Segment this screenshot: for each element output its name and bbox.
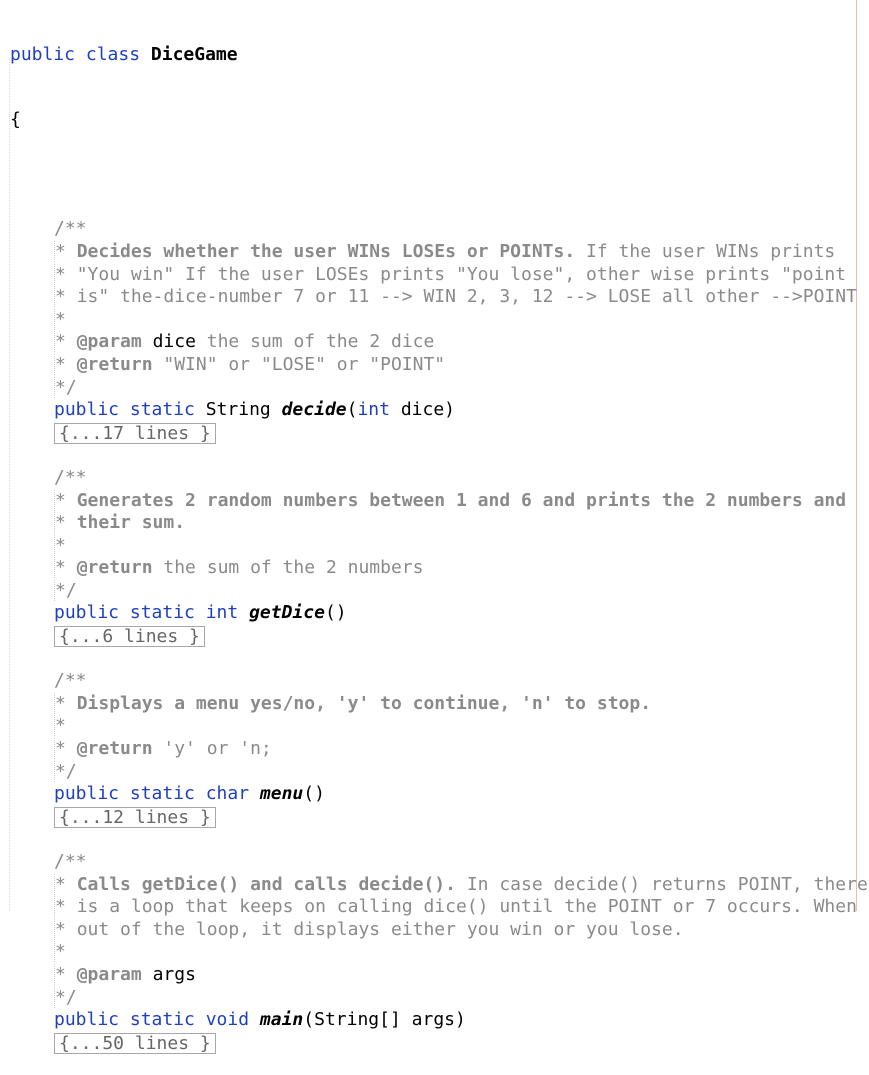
javadoc-line	[10, 874, 868, 897]
javadoc-param-name: args	[152, 963, 196, 985]
javadoc-line	[10, 693, 868, 716]
javadoc-summary: their sum.	[76, 512, 186, 534]
folded-body	[10, 422, 868, 445]
javadoc-tag: @param	[76, 331, 142, 353]
javadoc-line	[10, 354, 868, 377]
method-signature	[10, 1009, 868, 1032]
javadoc-close	[10, 580, 868, 603]
blank-line	[10, 196, 868, 219]
blank-line	[10, 444, 868, 467]
javadoc-close	[10, 377, 868, 400]
method-return-type	[249, 1009, 260, 1030]
javadoc-line	[10, 535, 868, 558]
javadoc-line	[10, 512, 868, 535]
javadoc-line	[10, 490, 868, 513]
javadoc-open-token: /**	[54, 851, 87, 872]
javadoc-line-content	[54, 896, 857, 917]
fold-toggle-button[interactable]: {...12 lines }	[54, 807, 216, 828]
javadoc-line-content	[54, 557, 423, 578]
method-params: (String[] args)	[303, 1009, 466, 1031]
param-type: int	[357, 399, 390, 421]
fold-toggle-button[interactable]: {...6 lines }	[54, 626, 205, 647]
javadoc-text: If the user WINs prints	[575, 240, 836, 262]
folded-body	[10, 625, 868, 648]
javadoc-line	[10, 286, 868, 309]
method-return-type	[249, 783, 260, 804]
javadoc-line	[10, 738, 868, 761]
fold-toggle-button[interactable]: {...17 lines }	[54, 423, 216, 444]
javadoc-line-content	[54, 874, 868, 895]
method-list	[10, 173, 868, 1054]
javadoc-close-content	[54, 580, 77, 601]
javadoc-star: *	[55, 918, 77, 940]
javadoc-line-content	[54, 490, 846, 511]
javadoc-line	[10, 264, 868, 287]
javadoc-star: *	[55, 715, 66, 737]
javadoc-open	[10, 670, 868, 693]
javadoc-star: *	[55, 308, 66, 330]
method-params: (	[346, 399, 358, 421]
method-name[interactable]: menu	[259, 783, 304, 805]
javadoc-star: *	[55, 353, 77, 375]
javadoc-line-content	[54, 941, 66, 962]
blank-line	[10, 173, 868, 196]
javadoc-tag: @return	[76, 557, 153, 579]
javadoc-line	[10, 896, 868, 919]
method-name[interactable]: decide	[281, 399, 347, 421]
javadoc-text: the sum of the 2 numbers	[152, 557, 424, 579]
javadoc-line-content	[54, 738, 272, 759]
javadoc-text: out of the loop, it displays either you win or you lose.	[76, 918, 684, 940]
javadoc-summary: Displays a menu yes/no, 'y' to continue, 'n' to stop.	[76, 692, 652, 714]
javadoc-line	[10, 919, 868, 942]
method-modifiers: public static	[54, 399, 195, 421]
method-signature	[10, 399, 868, 422]
javadoc-text: In case decide() returns POINT, there	[455, 873, 868, 895]
javadoc-line-content	[54, 715, 66, 736]
javadoc-line-content	[54, 919, 684, 940]
javadoc-star: *	[55, 534, 66, 556]
fold-toggle-button[interactable]: {...50 lines }	[54, 1033, 216, 1054]
javadoc-line	[10, 331, 868, 354]
javadoc-open-token: /**	[54, 218, 87, 240]
javadoc-open-token: /**	[54, 466, 87, 488]
javadoc-star: *	[55, 512, 77, 534]
javadoc-star: *	[55, 963, 77, 985]
class-declaration	[10, 44, 868, 67]
method-return-type: String	[194, 399, 282, 421]
javadoc-line-content	[54, 354, 445, 375]
method-params: ()	[324, 602, 347, 624]
class-modifiers: public class	[10, 44, 141, 65]
folded-body	[10, 1032, 868, 1055]
javadoc-close	[10, 987, 868, 1010]
method-modifiers: public static int	[54, 602, 239, 624]
javadoc-line	[10, 241, 868, 264]
javadoc-star: *	[55, 489, 77, 511]
folded-body	[10, 806, 868, 829]
method-signature	[10, 783, 868, 806]
javadoc-close-content	[54, 377, 77, 398]
javadoc-star: *	[55, 873, 77, 895]
javadoc-line-content	[54, 693, 651, 714]
code-editor[interactable]	[10, 2, 868, 1075]
javadoc-star: *	[55, 692, 77, 714]
javadoc-open	[10, 467, 868, 490]
method-modifiers: public static void	[54, 1009, 250, 1031]
javadoc-star: *	[55, 331, 77, 353]
javadoc-line-content	[54, 241, 835, 262]
javadoc-close-token: */	[55, 760, 77, 782]
javadoc-star: *	[55, 896, 77, 918]
method-signature	[10, 602, 868, 625]
javadoc-line-content	[54, 331, 434, 352]
javadoc-tag: @param	[76, 963, 142, 985]
javadoc-text: "You win" If the user LOSEs prints "You lose", other wise prints "point	[76, 263, 847, 285]
method-name[interactable]: getDice	[249, 602, 325, 624]
javadoc-star: *	[55, 557, 77, 579]
javadoc-line	[10, 941, 868, 964]
method-modifiers: public static char	[54, 783, 250, 805]
javadoc-close-content	[54, 987, 77, 1008]
javadoc-line-content	[54, 512, 185, 533]
javadoc-param-name: dice	[152, 331, 196, 353]
javadoc-open	[10, 851, 868, 874]
javadoc-line-content	[54, 286, 857, 307]
blank-line	[10, 648, 868, 671]
blank-line	[10, 828, 868, 851]
javadoc-open	[10, 218, 868, 241]
javadoc-star: *	[55, 941, 66, 963]
javadoc-line	[10, 309, 868, 332]
javadoc-line-content	[54, 309, 66, 330]
javadoc-line	[10, 715, 868, 738]
javadoc-tag: @return	[76, 738, 153, 760]
javadoc-text: is a loop that keeps on calling dice() until the POINT or 7 occurs. When	[76, 896, 857, 918]
javadoc-star: *	[55, 263, 77, 285]
class-open-brace: {	[10, 108, 21, 130]
javadoc-close-content	[54, 761, 77, 782]
javadoc-summary: Decides whether the user WINs LOSEs or POINTs.	[76, 240, 576, 262]
javadoc-summary: Generates 2 random numbers between 1 and 6 and prints the 2 numbers and	[76, 489, 847, 511]
javadoc-text: 'y' or 'n;	[152, 738, 272, 760]
javadoc-line-content	[54, 535, 66, 556]
javadoc-line	[10, 557, 868, 580]
javadoc-star: *	[55, 240, 77, 262]
javadoc-summary: Calls getDice() and calls decide().	[76, 873, 456, 895]
javadoc-close-token: */	[55, 579, 77, 601]
javadoc-open-token: /**	[54, 670, 87, 692]
javadoc-star: *	[55, 738, 77, 760]
javadoc-line-content	[54, 964, 196, 985]
javadoc-star: *	[55, 286, 77, 308]
javadoc-text: the sum of the 2 dice	[195, 331, 435, 353]
javadoc-text: is" the-dice-number 7 or 11 --> WIN 2, 3, 12 --> LOSE all other -->POINT	[76, 286, 857, 308]
javadoc-text: "WIN" or "LOSE" or "POINT"	[152, 353, 446, 375]
javadoc-close	[10, 761, 868, 784]
method-return-type	[238, 602, 249, 623]
class-name: DiceGame	[150, 44, 238, 65]
javadoc-line	[10, 964, 868, 987]
javadoc-close-token: */	[55, 986, 77, 1008]
javadoc-line-content	[54, 264, 846, 285]
method-params: ()	[303, 783, 325, 805]
javadoc-tag: @return	[76, 353, 153, 375]
param-rest: dice)	[389, 399, 456, 421]
method-name[interactable]: main	[259, 1009, 304, 1031]
javadoc-close-token: */	[55, 376, 77, 398]
